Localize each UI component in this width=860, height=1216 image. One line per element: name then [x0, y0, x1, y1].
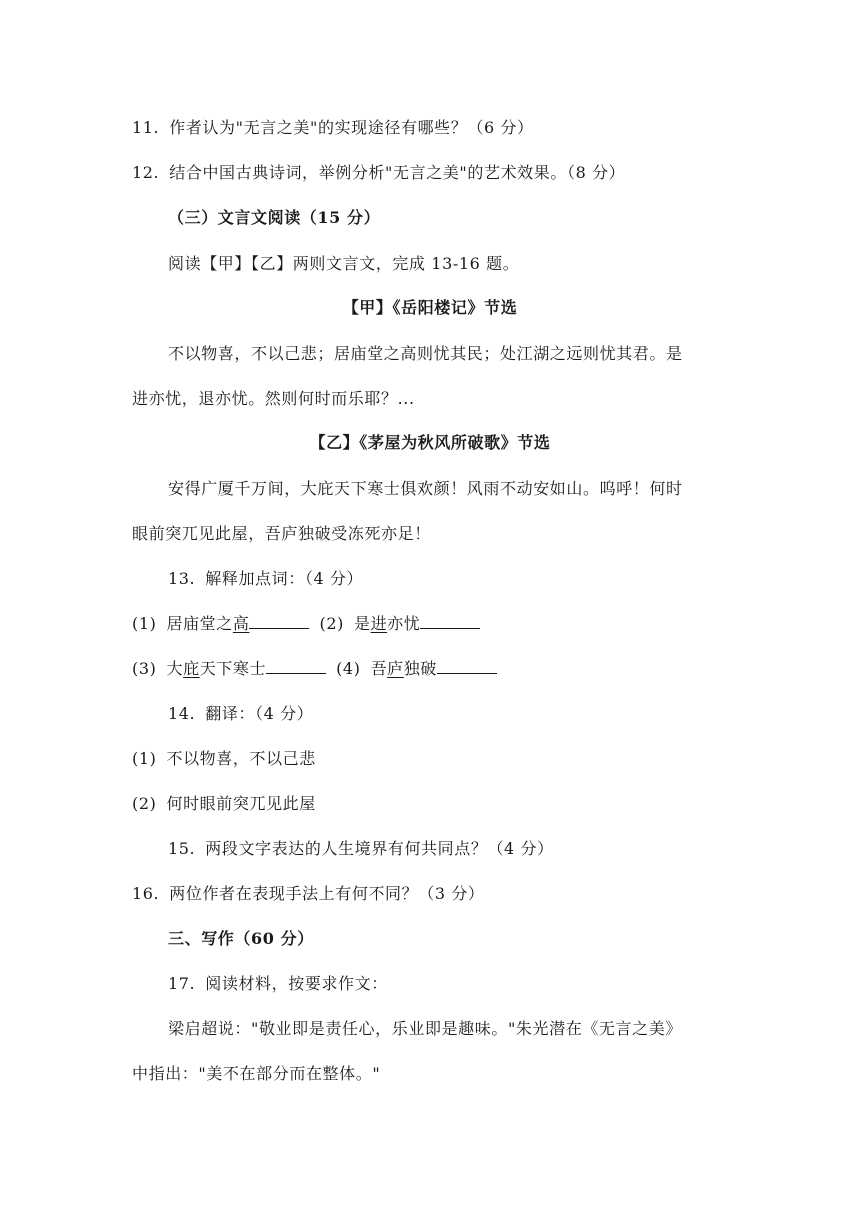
question-14: 14. 翻译：（4 分）	[168, 704, 314, 723]
question-16: 16. 两位作者在表现手法上有何不同？（3 分）	[132, 884, 485, 903]
answer-blank[interactable]	[420, 614, 480, 629]
reading-instruction: 阅读【甲】【乙】两则文言文，完成 13-16 题。	[168, 254, 520, 273]
question-11: 11. 作者认为"无言之美"的实现途径有哪些？（6 分）	[132, 118, 534, 137]
answer-blank[interactable]	[437, 659, 497, 674]
material-line-2: 中指出："美不在部分而在整体。"	[132, 1064, 381, 1083]
question-12: 12. 结合中国古典诗词，举例分析"无言之美"的艺术效果。（8 分）	[132, 163, 626, 182]
answer-blank[interactable]	[249, 614, 309, 629]
marked-word: 庐	[387, 659, 404, 678]
section-writing-heading: 三、写作（60 分）	[168, 929, 314, 948]
passage-jia-line-2: 进亦忧，退亦忧。然则何时而乐耶？...	[132, 389, 415, 408]
passage-yi-line-1: 安得广厦千万间，大庇天下寒士俱欢颜！风雨不动安如山。呜呼！何时	[168, 479, 683, 498]
marked-word: 高	[232, 614, 250, 633]
answer-blank[interactable]	[266, 659, 326, 674]
question-13-row-2: (3) 大庇天下寒士 (4) 吾庐独破	[132, 659, 507, 679]
question-14-item-2: (2) 何时眼前突兀见此屋	[132, 794, 316, 813]
material-line-1: 梁启超说："敬业即是责任心，乐业即是趣味。"朱光潜在《无言之美》	[168, 1019, 682, 1038]
question-17: 17. 阅读材料，按要求作文：	[168, 974, 388, 993]
passage-yi-title: 【乙】《茅屋为秋风所破歌》节选	[309, 433, 551, 452]
question-15: 15. 两段文字表达的人生境界有何共同点？（4 分）	[168, 839, 554, 858]
marked-word: 进	[370, 614, 388, 633]
passage-jia-title: 【甲】《岳阳楼记》节选	[342, 298, 518, 317]
question-14-item-1: (1) 不以物喜，不以己悲	[132, 749, 316, 768]
section-classical-heading: （三）文言文阅读（15 分）	[168, 208, 381, 227]
passage-jia-line-1: 不以物喜，不以己悲；居庙堂之高则忧其民；处江湖之远则忧其君。是	[168, 344, 683, 363]
question-13-row-1: (1) 居庙堂之高 (2) 是进亦忧	[132, 614, 490, 634]
passage-yi-line-2: 眼前突兀见此屋，吾庐独破受冻死亦足！	[132, 524, 431, 543]
marked-word: 庇	[183, 659, 200, 678]
question-13: 13. 解释加点词：（4 分）	[168, 569, 364, 588]
